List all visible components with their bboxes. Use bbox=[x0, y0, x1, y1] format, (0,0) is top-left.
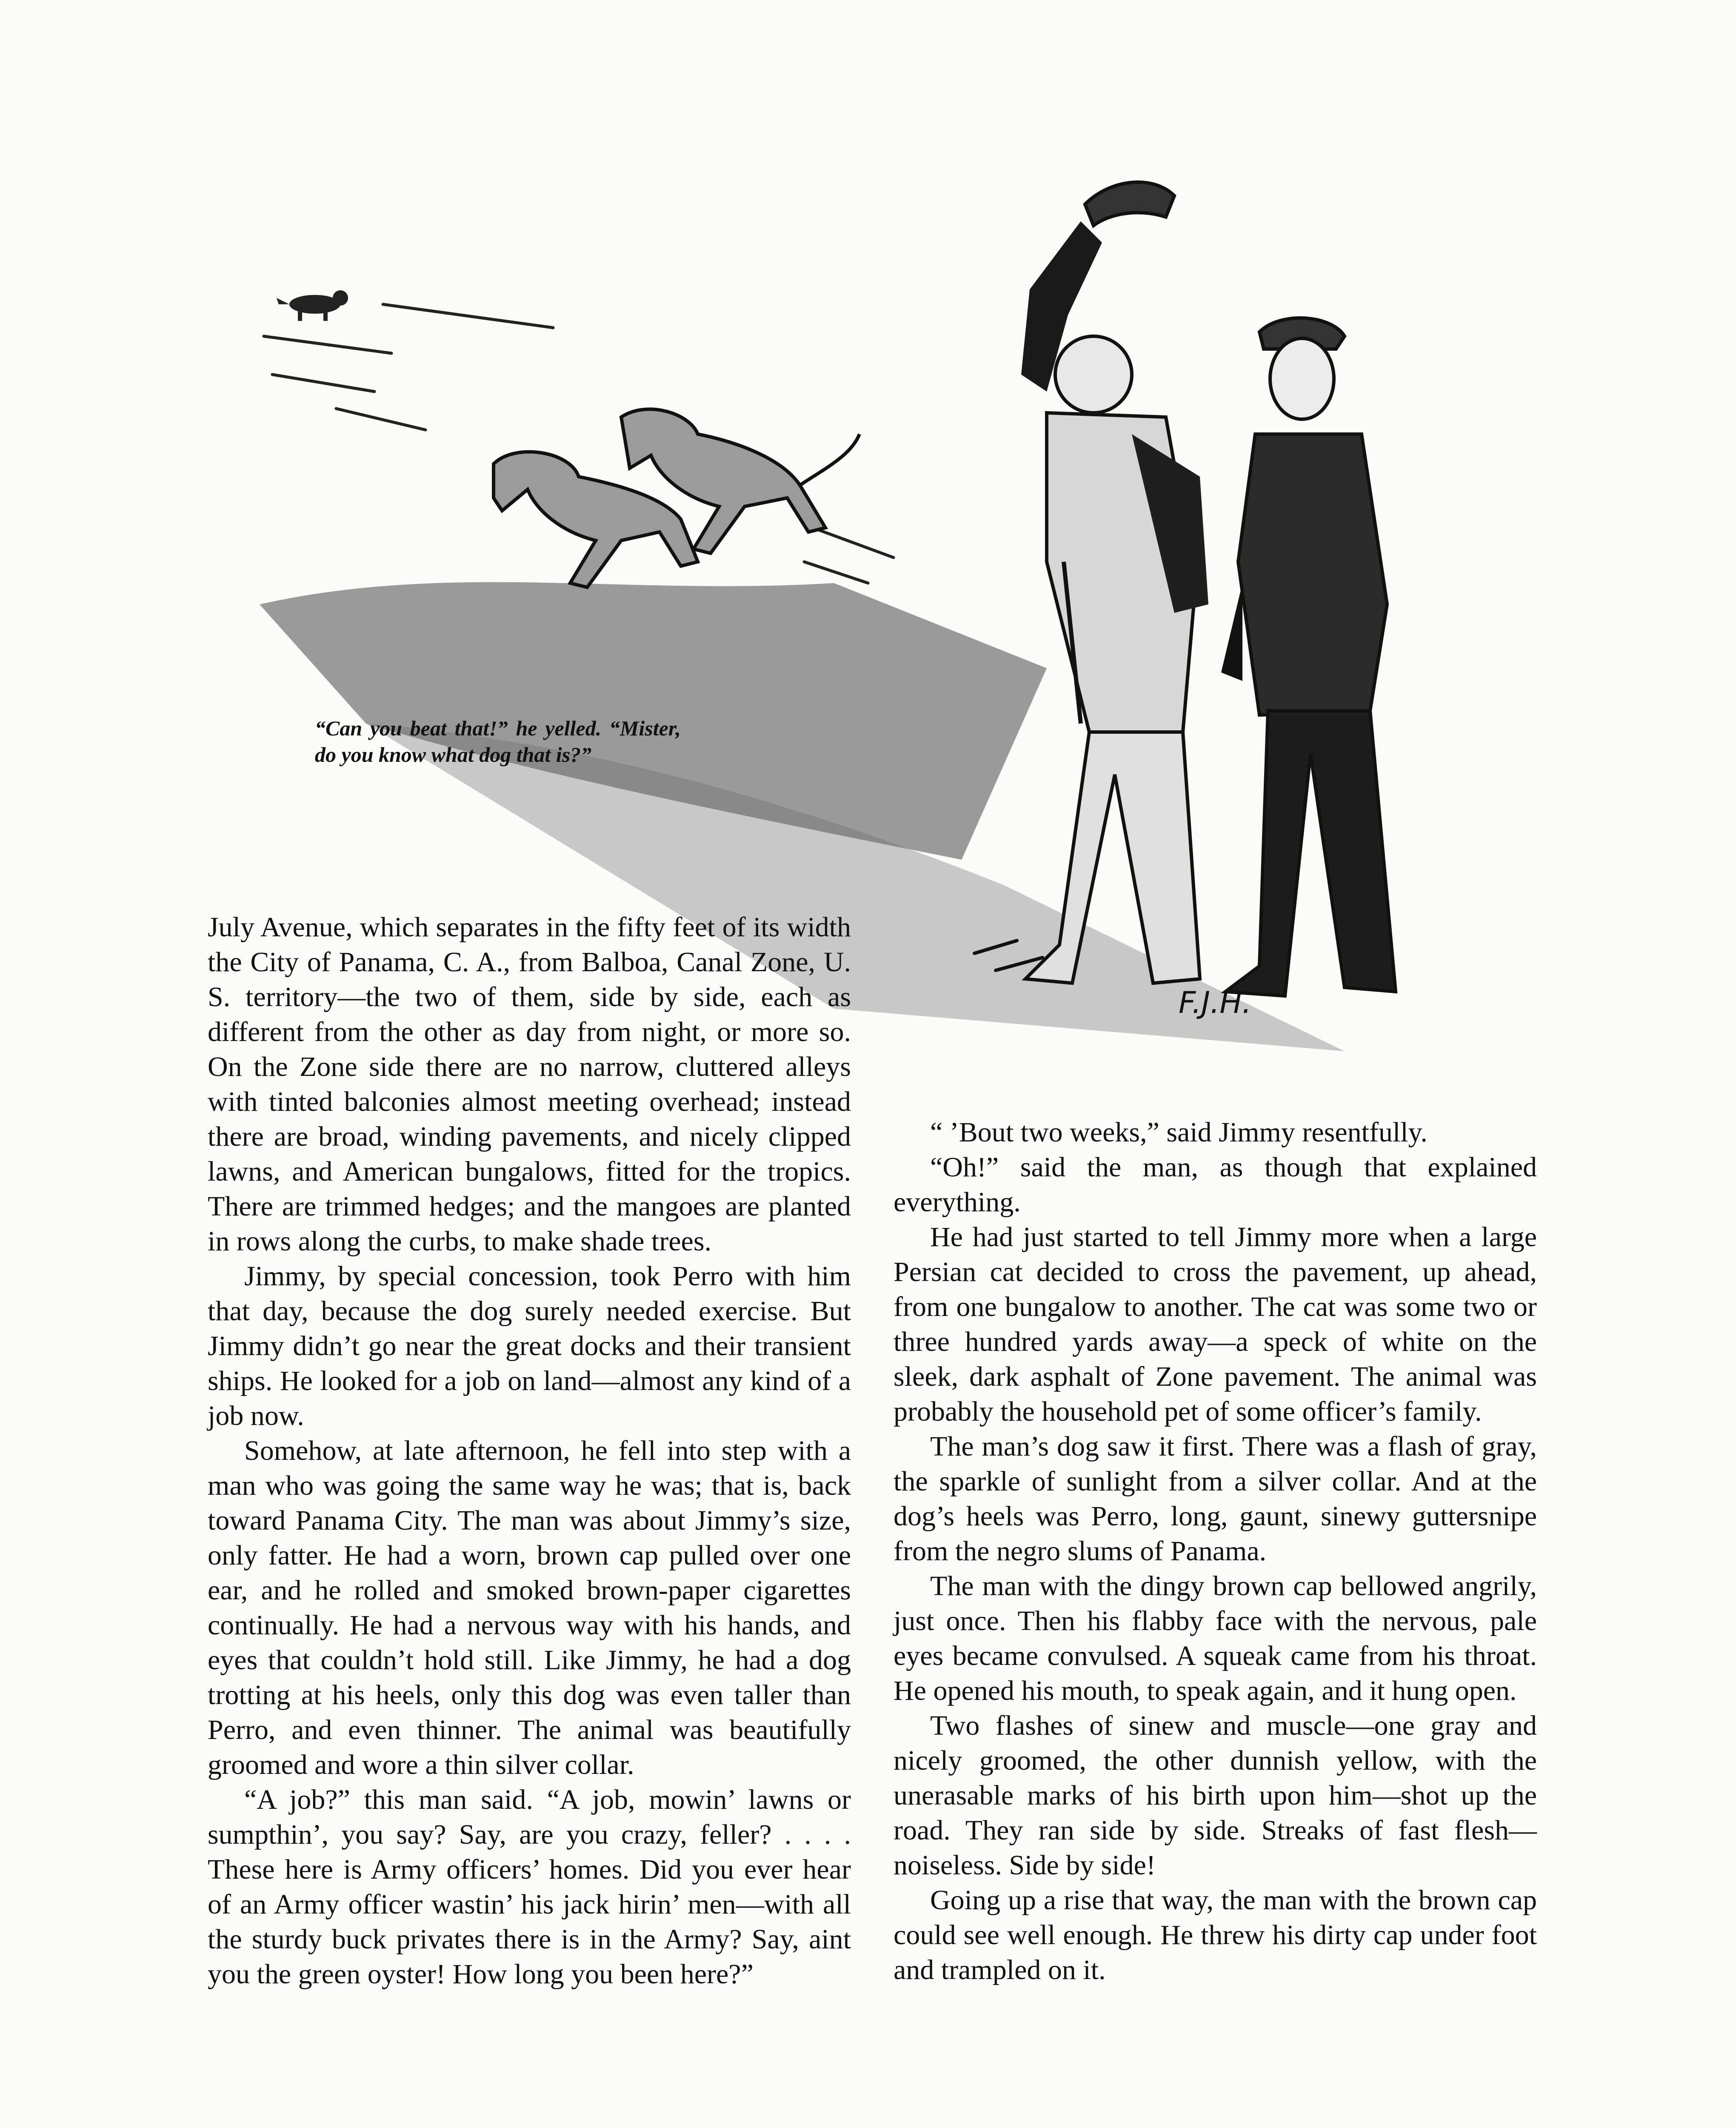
paragraph: The man’s dog saw it first. There was a flash of gray, the sparkle of sunlight from a silver collar. And at the dog’s heels was Perro, long, gaunt, sinewy guttersnipe from the negro slums of Panama. bbox=[894, 1431, 1537, 1567]
paragraph: Somehow, at late afternoon, he fell into step with a man who was going the same way he was; that is, back toward Panama City. The man was about Jimmy’s size, only fatter. He had a worn, brown cap pulled over one ear, and he rolled and smoked brown-paper cigarettes continually. He had a nervous way with his hands, and eyes that couldn’t hold still. Like Jimmy, he had a dog trotting at his heels, only this dog was even taller than Perro, and even thinner. The animal was beautifully groomed and wore a thin silver collar. bbox=[208, 1435, 851, 1780]
artist-signature: F.J.H. bbox=[1179, 985, 1252, 1020]
man-in-cap-drawing bbox=[1221, 318, 1396, 996]
paragraph: Jimmy, by special concession, took Perro with him that day, because the dog surely needed exercise. But Jimmy didn’t go near the great docks and their transient ships. He looked for a job on land—almost any kind of a job now. bbox=[208, 1261, 851, 1431]
paragraph: The man with the dingy brown cap bellowed angrily, just once. Then his flabby face with the nervous, pale eyes became convulsed. A squeak came from his throat. He opened his mouth, to speak again, and it hung open. bbox=[894, 1570, 1537, 1706]
paragraph: Two flashes of sinew and muscle—one gray and nicely groomed, the other dunnish yellow, with the unerasable marks of his birth upon him—shot up the road. They ran side by side. Streaks of fast flesh—noiseless. Side by side! bbox=[894, 1710, 1537, 1881]
paragraph: “ ’Bout two weeks,” said Jimmy resentfully. bbox=[930, 1117, 1428, 1148]
paragraph: Going up a rise that way, the man with the brown cap could see well enough. He threw his dirty cap under foot and trampled on it. bbox=[894, 1885, 1537, 1985]
paragraph: July Avenue, which separates in the fifty feet of its width the City of Panama, C. A., from Balboa, Canal Zone, U. S. territory—the two of them, side by side, each as different from the other as day from night, or more so. On the Zone side there are no narrow, cluttered alleys with tinted balconies almost meeting overhead; instead there are broad, winding pavements, and nicely clipped lawns, and American bungalows, fitted for the tropics. There are trimmed hedges; and the mangoes are planted in rows along the curbs, to make shade trees. bbox=[208, 912, 851, 1257]
cat-drawing bbox=[277, 290, 348, 321]
paragraph: “A job?” this man said. “A job, mowin’ lawns or sumpthin’, you say? Say, are you crazy, feller? . . . . These here is Army officers’ homes. Did you ever hear of an Army officer wastin’ his jack hirin’ men—with all the sturdy buck privates there is in the Army? Say, aint you the green oyster! How long you been here?” bbox=[208, 1784, 851, 1990]
speed-lines bbox=[264, 304, 894, 583]
man-waving-cap-drawing bbox=[1021, 182, 1208, 983]
paragraph: “Oh!” said the man, as though that explained everything. bbox=[894, 1152, 1537, 1218]
right-text-column bbox=[894, 1115, 1537, 1988]
illustration-caption: “Can you beat that!” he yelled. “Mister, do you know what dog that is?” bbox=[315, 716, 681, 767]
paragraph: He had just started to tell Jimmy more when a large Persian cat decided to cross the pavement, up ahead, from one bungalow to another. The cat was some two or three hundred yards away—a speck of white on the sleek, dark asphalt of Zone pavement. The animal was probably the household pet of some officer’s family. bbox=[894, 1221, 1537, 1427]
left-text-column bbox=[208, 910, 851, 1992]
